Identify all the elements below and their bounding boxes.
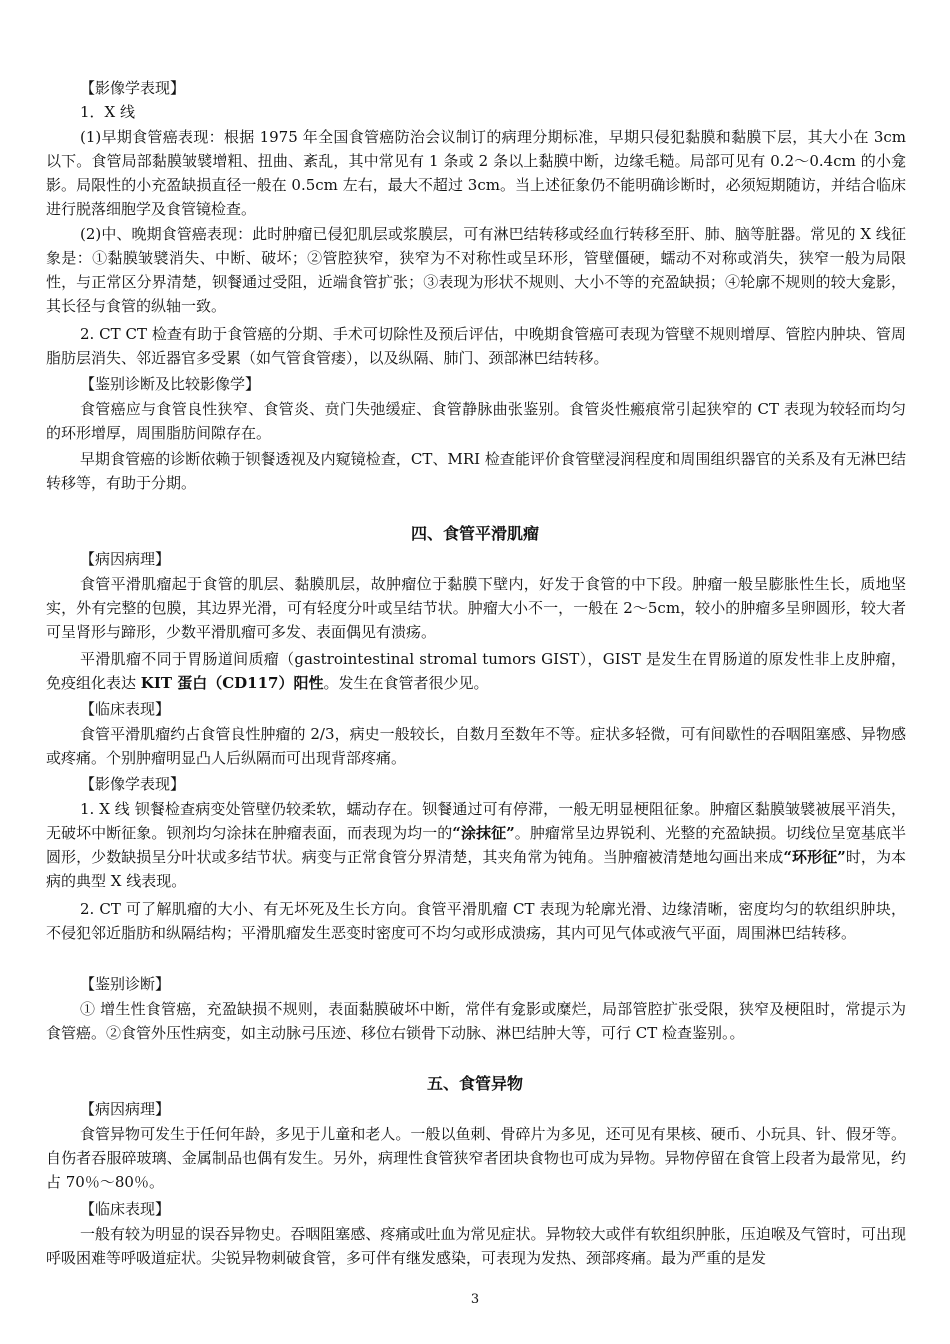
paragraph-foreign-body-clinical: 一般有较为明显的误吞异物史。吞咽阻塞感、疼痛或吐血为常见症状。异物较大或伴有软组织肿胀，压迫喉及气管时，可出现呼吸困难等呼吸道症状。尖锐异物刺破食管，多可伴有继发感染，可表现为发热、颈部疼痛。最为严重的是发	[46, 1225, 906, 1267]
paragraph-differential-2: 早期食管癌的诊断依赖于钡餐透视及内窥镜检查，CT、MRI 检查能评价食管壁浸润程度和周围组织器官的关系及有无淋巴结转移等，有助于分期。	[46, 450, 906, 492]
heading-etiology: 【病因病理】	[80, 550, 171, 568]
paragraph-early-cancer: (1)早期食管癌表现：根据 1975 年全国食管癌防治会议制订的病理分期标准，早期只侵犯黏膜和黏膜下层，其大小在 3cm 以下。食管局部黏膜皱襞增粗、扭曲、紊乱，其中常见有 1 条或 2 条以上黏膜中断，边缘毛糙。局部可见有 0.2～0.4cm 的小龛影。局限性的小充盈缺损直径一般在 0.5cm 左右，最大不超过 3cm。当上述征象仍不能明确诊断时，必须短期随访，并结合临床进行脱落细胞学及食管镜检查。	[46, 128, 906, 218]
xray-tail-2: 时，为本病的典型 X 线表现。	[46, 848, 906, 890]
paragraph-differential-1: 食管癌应与食管良性狭窄、食管炎、贲门失弛缓症、食管静脉曲张鉴别。食管炎性瘢痕常引起狭窄的 CT 表现为较轻而均匀的环形增厚，周围脂肪间隙存在。	[46, 400, 906, 442]
xray-text: 1. X 线 钡餐检查病变处管壁仍较柔软，蠕动存在。钡餐通过可有停滞，一般无明显梗阻征象。肿瘤区黏膜皱襞被展平消失，无破坏中断征象。钡剂均匀涂抹在肿瘤表面，而表现为均一的	[46, 800, 906, 842]
paragraph-foreign-body: 食管异物可发生于任何年龄，多见于儿童和老人。一般以鱼刺、骨碎片为多见，还可见有果核、硬币、小玩具、针、假牙等。自伤者吞服碎玻璃、金属制品也偶有发生。另外，病理性食管狭窄者团块食物也可成为异物。异物停留在食管上段者为最常见，约占 70％～80％。	[46, 1125, 906, 1191]
heading-imaging-2: 【影像学表现】	[80, 775, 186, 793]
section-title-foreign-body: 五、食管异物	[426, 1074, 523, 1093]
paragraph-late-cancer: (2)中、晚期食管癌表现：此时肿瘤已侵犯肌层或浆膜层，可有淋巴结转移或经血行转移至肝、肺、脑等脏器。常见的 X 线征象是：①黏膜皱襞消失、中断、破坏；②管腔狭窄，狭窄为不对称性或呈环形，管壁僵硬，蠕动不对称或消失，狭窄一般为局限性，与正常区分界清楚，钡餐通过受阻，近端食管扩张；③表现为形状不规则、大小不等的充盈缺损；④轮廓不规则的较大龛影，其长径与食管的纵轴一致。	[46, 225, 906, 315]
page-number: 3	[470, 1292, 480, 1307]
paragraph-xray-leiomyoma	[46, 797, 906, 893]
heading-etiology-2: 【病因病理】	[80, 1100, 171, 1118]
heading-clinical: 【临床表现】	[80, 700, 171, 718]
heading-imaging: 【影像学表现】	[80, 79, 186, 97]
paragraph-clinical: 食管平滑肌瘤约占食管良性肿瘤的 2/3，病史一般较长，自数月至数年不等。症状多轻微，可有间歇性的吞咽阻塞感、异物感或疼痛。个别肿瘤明显凸人后纵隔而可出现背部疼痛。	[46, 725, 906, 767]
gist-text: 平滑肌瘤不同于胃肠道间质瘤（gastrointestinal stromal tumors GIST），GIST 是发生在胃肠道的原发性非上皮肿瘤，免疫组化表达	[46, 650, 906, 692]
heading-differential-2: 【鉴别诊断】	[80, 975, 171, 993]
gist-bold: KIT 蛋白（CD117）阳性	[140, 674, 324, 692]
gist-tail: 。发生在食管者很少见。	[323, 674, 489, 692]
paragraph-ct-leiomyoma: 2. CT 可了解肌瘤的大小、有无坏死及生长方向。食管平滑肌瘤 CT 表现为轮廓光滑、边缘清晰，密度均匀的软组织肿块，不侵犯邻近脂肪和纵隔结构；平滑肌瘤发生恶变时密度可不均匀或形成溃疡，其内可见气体或液气平面，周围淋巴结转移。	[46, 900, 906, 942]
xray-tail-1: 。肿瘤常呈边界锐利、光整的充盈缺损。切线位呈宽基底半圆形，少数缺损呈分叶状或多结节状。病变与正常食管分界清楚，其夹角常为钝角。当肿瘤被清楚地勾画出来成	[46, 824, 906, 866]
xray-bold-1: “涂抹征”	[452, 824, 515, 842]
paragraph-gist	[46, 647, 906, 695]
paragraph-differential-leiomyoma: ① 增生性食管癌，充盈缺损不规则，表面黏膜破坏中断，常伴有龛影或糜烂，局部管腔扩张受限，狭窄及梗阻时，常提示为食管癌。②食管外压性病变，如主动脉弓压迹、移位右锁骨下动脉、淋巴结肿大等，可行 CT 检查鉴别。。	[46, 1000, 906, 1042]
paragraph-leiomyoma-pathology: 食管平滑肌瘤起于食管的肌层、黏膜肌层，故肿瘤位于黏膜下壁内，好发于食管的中下段。肿瘤一般呈膨胀性生长，质地坚实，外有完整的包膜，其边界光滑，可有轻度分叶或呈结节状。肿瘤大小不一，一般在 2～5cm，较小的肿瘤多呈卵圆形，较大者可呈肾形与蹄形，少数平滑肌瘤可多发、表面偶见有溃疡。	[46, 575, 906, 641]
paragraph-ct: 2. CT CT 检查有助于食管癌的分期、手术可切除性及预后评估，中晚期食管癌可表现为管壁不规则增厚、管腔内肿块、管周脂肪层消失、邻近器官多受累（如气管食管瘘），以及纵隔、肺门、颈部淋巴结转移。	[46, 325, 906, 367]
section-title-leiomyoma: 四、食管平滑肌瘤	[410, 524, 539, 543]
heading-differential: 【鉴别诊断及比较影像学】	[80, 375, 261, 393]
subheading-xray: 1．X 线	[80, 103, 135, 121]
heading-clinical-2: 【临床表现】	[80, 1200, 171, 1218]
xray-bold-2: “环形征”	[783, 848, 846, 866]
